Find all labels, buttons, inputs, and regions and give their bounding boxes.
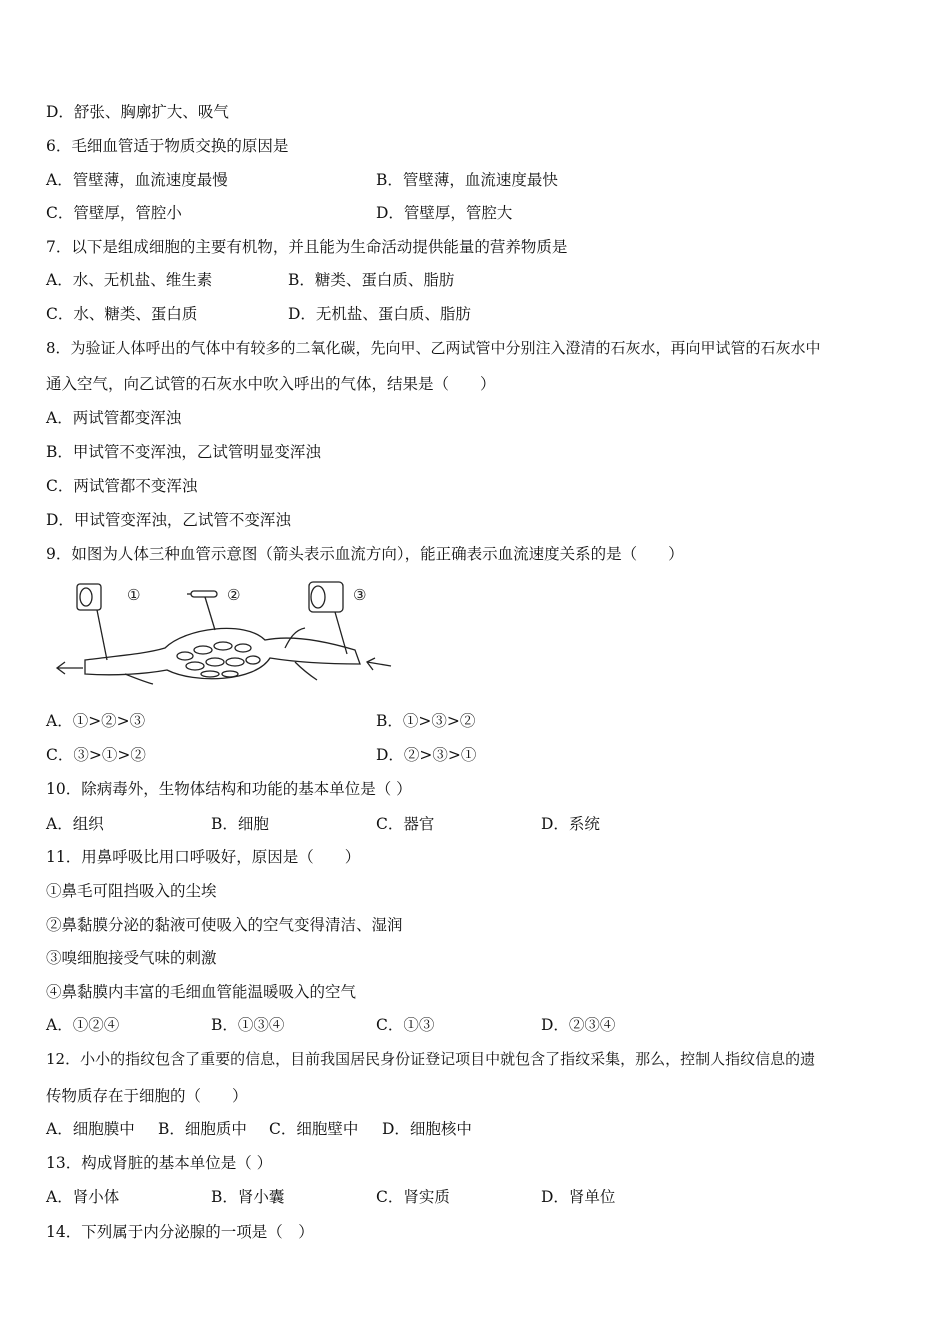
q7-option-c: C．水、糖类、蛋白质 xyxy=(46,305,198,323)
q9-option-c: C．③>①>② xyxy=(46,746,146,764)
q6-option-a: A．管壁薄，血流速度最慢 xyxy=(46,171,228,189)
q11-option-b: B．①③④ xyxy=(211,1016,285,1034)
q13-option-a: A．肾小体 xyxy=(46,1188,120,1206)
q9-stem: 9．如图为人体三种血管示意图（箭头表示血流方向），能正确表示血流速度关系的是（ ） xyxy=(46,545,684,563)
q8-stem-line1: 8．为验证人体呼出的气体中有较多的二氧化碳，先向甲、乙两试管中分别注入澄清的石灰水，再向甲试管的石灰水中 xyxy=(46,339,821,357)
q12-option-c: C．细胞壁中 xyxy=(269,1120,359,1138)
q10-stem: 10．除病毒外，生物体结构和功能的基本单位是（ ） xyxy=(46,780,412,798)
q13-option-b: B．肾小囊 xyxy=(211,1188,285,1206)
q10-option-a: A．组织 xyxy=(46,815,104,833)
q11-item-4: ④鼻黏膜内丰富的毛细血管能温暖吸入的空气 xyxy=(46,983,357,1001)
q7-option-a: A．水、无机盐、维生素 xyxy=(46,271,213,289)
q11-option-a: A．①②④ xyxy=(46,1016,120,1034)
flow-arrow-right xyxy=(367,662,391,666)
vessel-3-cross-section xyxy=(309,582,343,612)
q9-option-a: A．①>②>③ xyxy=(46,712,146,730)
q10-option-c: C．器官 xyxy=(376,815,435,833)
q14-stem: 14．下列属于内分泌腺的一项是（ ） xyxy=(46,1223,314,1241)
figure-label-1: ① xyxy=(127,586,141,604)
vessel-1-lumen xyxy=(80,588,92,606)
q11-stem: 11．用鼻呼吸比用口呼吸好，原因是（ ） xyxy=(46,848,361,866)
q9-option-b: B．①>③>② xyxy=(376,712,476,730)
vessel-2-cross-section xyxy=(191,591,217,597)
q6-stem: 6．毛细血管适于物质交换的原因是 xyxy=(46,137,289,155)
blood-vessel-diagram xyxy=(55,578,395,688)
q8-option-c: C．两试管都不变浑浊 xyxy=(46,477,198,495)
q7-stem: 7．以下是组成细胞的主要有机物，并且能为生命活动提供能量的营养物质是 xyxy=(46,238,568,256)
q11-item-2: ②鼻黏膜分泌的黏液可使吸入的空气变得清洁、湿润 xyxy=(46,916,403,934)
q13-stem: 13．构成肾脏的基本单位是（ ） xyxy=(46,1154,273,1172)
q12-option-d: D．细胞核中 xyxy=(382,1120,472,1138)
q8-stem-line2: 通入空气，向乙试管的石灰水中吹入呼出的气体，结果是（ ） xyxy=(46,375,496,393)
q11-option-d: D．②③④ xyxy=(541,1016,616,1034)
q7-option-b: B．糖类、蛋白质、脂肪 xyxy=(288,271,455,289)
q10-option-d: D．系统 xyxy=(541,815,600,833)
q11-item-3: ③嗅细胞接受气味的刺激 xyxy=(46,949,217,967)
q11-option-c: C．①③ xyxy=(376,1016,435,1034)
q12-option-b: B．细胞质中 xyxy=(158,1120,247,1138)
vessel-3-lumen xyxy=(311,586,325,608)
q5-option-d: D．舒张、胸廓扩大、吸气 xyxy=(46,103,229,121)
figure-label-2: ② xyxy=(227,586,241,604)
q12-option-a: A．细胞膜中 xyxy=(46,1120,135,1138)
q9-option-d: D．②>③>① xyxy=(376,746,477,764)
q6-option-c: C．管壁厚，管腔小 xyxy=(46,204,182,222)
q13-option-d: D．肾单位 xyxy=(541,1188,616,1206)
q13-option-c: C．肾实质 xyxy=(376,1188,450,1206)
q8-option-a: A．两试管都变浑浊 xyxy=(46,409,182,427)
q6-option-b: B．管壁薄，血流速度最快 xyxy=(376,171,558,189)
q7-option-d: D．无机盐、蛋白质、脂肪 xyxy=(288,305,471,323)
q11-item-1: ①鼻毛可阻挡吸入的尘埃 xyxy=(46,882,217,900)
q8-option-d: D．甲试管变浑浊，乙试管不变浑浊 xyxy=(46,511,291,529)
q12-stem-line1: 12．小小的指纹包含了重要的信息，目前我国居民身份证登记项目中就包含了指纹采集，那么，控制人指纹信息的遗 xyxy=(46,1050,816,1068)
q8-option-b: B．甲试管不变浑浊，乙试管明显变浑浊 xyxy=(46,443,321,461)
q10-option-b: B．细胞 xyxy=(211,815,269,833)
q12-stem-line2: 传物质存在于细胞的（ ） xyxy=(46,1087,248,1105)
q6-option-d: D．管壁厚，管腔大 xyxy=(376,204,513,222)
figure-label-3: ③ xyxy=(353,586,367,604)
